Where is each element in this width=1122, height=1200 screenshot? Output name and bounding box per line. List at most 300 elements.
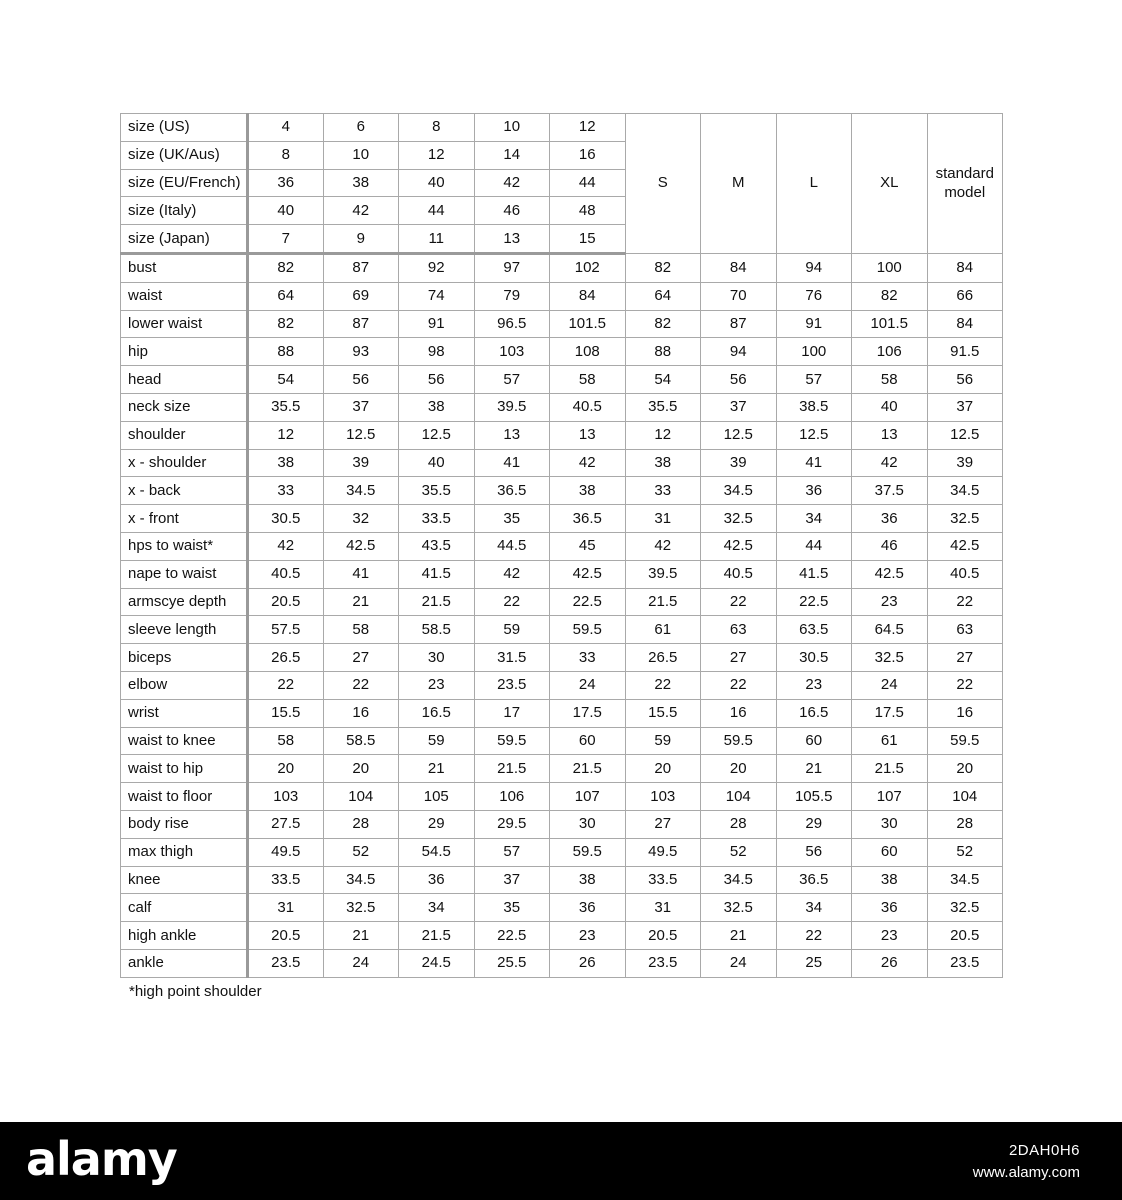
measurement-value-cell: 42 — [852, 449, 928, 477]
measurement-value-cell: 30 — [399, 644, 475, 672]
measurement-row — [121, 866, 1003, 894]
measurement-value-cell: 23 — [776, 671, 852, 699]
measurement-value-cell: 60 — [852, 838, 928, 866]
measurement-value-cell: 38 — [625, 449, 701, 477]
measurement-value-cell: 21 — [776, 755, 852, 783]
measurement-label: ankle — [121, 949, 248, 977]
measurement-value-cell: 17.5 — [550, 699, 626, 727]
measurement-label: hip — [121, 338, 248, 366]
measurement-value-cell: 23 — [852, 588, 928, 616]
measurement-value-cell: 100 — [852, 253, 928, 282]
measurement-value-cell: 27 — [323, 644, 399, 672]
measurement-value-cell: 38 — [550, 477, 626, 505]
measurement-value-cell: 27.5 — [248, 810, 324, 838]
measurement-value-cell: 91 — [776, 310, 852, 338]
measurement-value-cell: 17 — [474, 699, 550, 727]
measurement-row — [121, 810, 1003, 838]
measurement-value-cell: 23.5 — [248, 949, 324, 977]
measurement-value-cell: 22 — [927, 588, 1003, 616]
measurement-value-cell: 56 — [323, 366, 399, 394]
measurement-value-cell: 12.5 — [776, 421, 852, 449]
measurement-value-cell: 59 — [399, 727, 475, 755]
size-value-cell: 42 — [323, 197, 399, 225]
measurement-value-cell: 42.5 — [550, 560, 626, 588]
size-value-cell: 44 — [550, 169, 626, 197]
measurement-value-cell: 42 — [474, 560, 550, 588]
size-value-cell: 46 — [474, 197, 550, 225]
measurement-value-cell: 25 — [776, 949, 852, 977]
measurement-row — [121, 949, 1003, 977]
measurement-value-cell: 60 — [550, 727, 626, 755]
measurement-label: max thigh — [121, 838, 248, 866]
measurement-value-cell: 22 — [323, 671, 399, 699]
measurement-value-cell: 27 — [927, 644, 1003, 672]
measurement-value-cell: 22 — [625, 671, 701, 699]
measurement-value-cell: 35.5 — [248, 393, 324, 421]
measurement-value-cell: 96.5 — [474, 310, 550, 338]
measurement-value-cell: 28 — [927, 810, 1003, 838]
measurement-value-cell: 87 — [323, 253, 399, 282]
measurement-value-cell: 61 — [852, 727, 928, 755]
measurement-row — [121, 449, 1003, 477]
measurement-label: waist to hip — [121, 755, 248, 783]
measurement-value-cell: 16 — [701, 699, 777, 727]
measurement-value-cell: 28 — [323, 810, 399, 838]
measurement-value-cell: 101.5 — [550, 310, 626, 338]
size-value-cell: 4 — [248, 114, 324, 142]
size-system-label: size (Japan) — [121, 225, 248, 254]
measurement-value-cell: 58 — [248, 727, 324, 755]
measurement-value-cell: 24 — [550, 671, 626, 699]
measurement-value-cell: 36.5 — [474, 477, 550, 505]
size-system-label: size (UK/Aus) — [121, 141, 248, 169]
measurement-value-cell: 64 — [625, 282, 701, 310]
measurement-value-cell: 58.5 — [399, 616, 475, 644]
measurement-value-cell: 97 — [474, 253, 550, 282]
measurement-value-cell: 41 — [323, 560, 399, 588]
measurement-value-cell: 34.5 — [701, 477, 777, 505]
measurement-value-cell: 36.5 — [550, 505, 626, 533]
measurement-value-cell: 58 — [550, 366, 626, 394]
measurement-value-cell: 21.5 — [852, 755, 928, 783]
size-value-cell: 48 — [550, 197, 626, 225]
measurement-value-cell: 61 — [625, 616, 701, 644]
measurement-value-cell: 104 — [701, 783, 777, 811]
measurement-label: nape to waist — [121, 560, 248, 588]
measurement-value-cell: 25.5 — [474, 949, 550, 977]
size-value-cell: 10 — [474, 114, 550, 142]
brand-url: www.alamy.com — [972, 1164, 1080, 1181]
measurement-value-cell: 57.5 — [248, 616, 324, 644]
size-chart-body — [121, 114, 1003, 978]
measurement-value-cell: 37 — [474, 866, 550, 894]
measurement-label: sleeve length — [121, 616, 248, 644]
measurement-value-cell: 35.5 — [399, 477, 475, 505]
measurement-value-cell: 98 — [399, 338, 475, 366]
measurement-value-cell: 49.5 — [625, 838, 701, 866]
measurement-value-cell: 37.5 — [852, 477, 928, 505]
measurement-value-cell: 38 — [248, 449, 324, 477]
measurement-value-cell: 59.5 — [701, 727, 777, 755]
size-value-cell: 42 — [474, 169, 550, 197]
measurement-value-cell: 82 — [248, 310, 324, 338]
size-value-cell: 40 — [399, 169, 475, 197]
measurement-value-cell: 74 — [399, 282, 475, 310]
measurement-value-cell: 32.5 — [927, 894, 1003, 922]
size-value-cell: 36 — [248, 169, 324, 197]
measurement-value-cell: 39 — [701, 449, 777, 477]
measurement-value-cell: 82 — [248, 253, 324, 282]
measurement-value-cell: 20.5 — [927, 922, 1003, 950]
measurement-label: armscye depth — [121, 588, 248, 616]
measurement-value-cell: 101.5 — [852, 310, 928, 338]
measurement-value-cell: 31 — [625, 894, 701, 922]
measurement-value-cell: 106 — [474, 783, 550, 811]
measurement-value-cell: 13 — [550, 421, 626, 449]
measurement-value-cell: 32.5 — [701, 894, 777, 922]
size-value-cell: 10 — [323, 141, 399, 169]
measurement-row — [121, 894, 1003, 922]
measurement-value-cell: 45 — [550, 532, 626, 560]
measurement-value-cell: 103 — [474, 338, 550, 366]
measurement-value-cell: 22 — [248, 671, 324, 699]
measurement-value-cell: 22 — [701, 588, 777, 616]
measurement-value-cell: 15.5 — [248, 699, 324, 727]
measurement-value-cell: 42.5 — [701, 532, 777, 560]
measurement-value-cell: 21.5 — [550, 755, 626, 783]
measurement-value-cell: 17.5 — [852, 699, 928, 727]
measurement-label: wrist — [121, 699, 248, 727]
standard-model-header — [927, 114, 1003, 254]
measurement-label: body rise — [121, 810, 248, 838]
measurement-value-cell: 24.5 — [399, 949, 475, 977]
measurement-value-cell: 16 — [323, 699, 399, 727]
measurement-row — [121, 532, 1003, 560]
letter-size-header: L — [776, 114, 852, 254]
measurement-value-cell: 29.5 — [474, 810, 550, 838]
measurement-value-cell: 107 — [852, 783, 928, 811]
measurement-label: waist — [121, 282, 248, 310]
measurement-value-cell: 105.5 — [776, 783, 852, 811]
measurement-value-cell: 37 — [323, 393, 399, 421]
measurement-value-cell: 23 — [399, 671, 475, 699]
measurement-value-cell: 21 — [701, 922, 777, 950]
measurement-value-cell: 42 — [625, 532, 701, 560]
measurement-value-cell: 41.5 — [776, 560, 852, 588]
measurement-value-cell: 21 — [399, 755, 475, 783]
measurement-value-cell: 34.5 — [701, 866, 777, 894]
measurement-value-cell: 66 — [927, 282, 1003, 310]
measurement-value-cell: 84 — [927, 310, 1003, 338]
measurement-value-cell: 20.5 — [248, 922, 324, 950]
size-value-cell: 6 — [323, 114, 399, 142]
measurement-value-cell: 21 — [323, 922, 399, 950]
measurement-value-cell: 91 — [399, 310, 475, 338]
measurement-value-cell: 93 — [323, 338, 399, 366]
measurement-value-cell: 34.5 — [927, 477, 1003, 505]
measurement-value-cell: 54.5 — [399, 838, 475, 866]
measurement-value-cell: 16 — [927, 699, 1003, 727]
measurement-row — [121, 922, 1003, 950]
measurement-row — [121, 366, 1003, 394]
measurement-value-cell: 64.5 — [852, 616, 928, 644]
measurement-row — [121, 755, 1003, 783]
measurement-row — [121, 671, 1003, 699]
measurement-value-cell: 20 — [625, 755, 701, 783]
measurement-label: waist to knee — [121, 727, 248, 755]
measurement-value-cell: 20.5 — [625, 922, 701, 950]
measurement-value-cell: 57 — [474, 838, 550, 866]
measurement-row — [121, 838, 1003, 866]
measurement-value-cell: 15.5 — [625, 699, 701, 727]
measurement-row — [121, 560, 1003, 588]
measurement-value-cell: 34 — [776, 894, 852, 922]
measurement-value-cell: 33.5 — [399, 505, 475, 533]
measurement-value-cell: 63.5 — [776, 616, 852, 644]
measurement-value-cell: 56 — [701, 366, 777, 394]
measurement-value-cell: 24 — [701, 949, 777, 977]
measurement-row — [121, 477, 1003, 505]
measurement-label: knee — [121, 866, 248, 894]
measurement-value-cell: 60 — [776, 727, 852, 755]
measurement-value-cell: 94 — [776, 253, 852, 282]
measurement-value-cell: 44.5 — [474, 532, 550, 560]
size-value-cell: 12 — [399, 141, 475, 169]
measurement-label: x - back — [121, 477, 248, 505]
measurement-value-cell: 23.5 — [927, 949, 1003, 977]
measurement-value-cell: 41 — [776, 449, 852, 477]
measurement-value-cell: 102 — [550, 253, 626, 282]
measurement-row — [121, 393, 1003, 421]
measurement-value-cell: 20.5 — [248, 588, 324, 616]
measurement-value-cell: 33 — [550, 644, 626, 672]
measurement-value-cell: 33.5 — [625, 866, 701, 894]
measurement-value-cell: 43.5 — [399, 532, 475, 560]
measurement-label: high ankle — [121, 922, 248, 950]
measurement-value-cell: 12.5 — [399, 421, 475, 449]
measurement-value-cell: 26 — [852, 949, 928, 977]
measurement-value-cell: 63 — [701, 616, 777, 644]
measurement-value-cell: 23 — [550, 922, 626, 950]
measurement-value-cell: 42 — [550, 449, 626, 477]
measurement-value-cell: 20 — [701, 755, 777, 783]
measurement-value-cell: 41 — [474, 449, 550, 477]
measurement-value-cell: 87 — [701, 310, 777, 338]
measurement-value-cell: 37 — [701, 393, 777, 421]
measurement-value-cell: 26 — [550, 949, 626, 977]
measurement-value-cell: 49.5 — [248, 838, 324, 866]
measurement-row — [121, 253, 1003, 282]
measurement-value-cell: 58.5 — [323, 727, 399, 755]
measurement-label: head — [121, 366, 248, 394]
measurement-value-cell: 29 — [776, 810, 852, 838]
measurement-value-cell: 36 — [852, 505, 928, 533]
measurement-value-cell: 87 — [323, 310, 399, 338]
size-value-cell: 15 — [550, 225, 626, 254]
measurement-value-cell: 12 — [248, 421, 324, 449]
measurement-value-cell: 46 — [852, 532, 928, 560]
measurement-value-cell: 38 — [852, 866, 928, 894]
measurement-value-cell: 42.5 — [927, 532, 1003, 560]
measurement-value-cell: 82 — [625, 253, 701, 282]
measurement-value-cell: 21.5 — [399, 588, 475, 616]
measurement-value-cell: 31 — [625, 505, 701, 533]
measurement-label: elbow — [121, 671, 248, 699]
measurement-value-cell: 59.5 — [474, 727, 550, 755]
measurement-value-cell: 21.5 — [399, 922, 475, 950]
measurement-value-cell: 88 — [625, 338, 701, 366]
measurement-value-cell: 91.5 — [927, 338, 1003, 366]
measurement-value-cell: 82 — [852, 282, 928, 310]
measurement-value-cell: 23 — [852, 922, 928, 950]
measurement-value-cell: 12 — [625, 421, 701, 449]
measurement-value-cell: 108 — [550, 338, 626, 366]
measurement-value-cell: 59.5 — [927, 727, 1003, 755]
measurement-value-cell: 40 — [852, 393, 928, 421]
measurement-row — [121, 505, 1003, 533]
measurement-value-cell: 36.5 — [776, 866, 852, 894]
measurement-row — [121, 338, 1003, 366]
measurement-value-cell: 34.5 — [927, 866, 1003, 894]
measurement-value-cell: 40.5 — [701, 560, 777, 588]
measurement-value-cell: 44 — [776, 532, 852, 560]
measurement-value-cell: 22.5 — [776, 588, 852, 616]
measurement-value-cell: 30 — [550, 810, 626, 838]
measurement-value-cell: 39 — [323, 449, 399, 477]
measurement-value-cell: 36 — [550, 894, 626, 922]
measurement-value-cell: 54 — [248, 366, 324, 394]
measurement-value-cell: 104 — [927, 783, 1003, 811]
measurement-value-cell: 37 — [927, 393, 1003, 421]
measurement-value-cell: 12.5 — [323, 421, 399, 449]
measurement-value-cell: 52 — [927, 838, 1003, 866]
measurement-value-cell: 54 — [625, 366, 701, 394]
measurement-value-cell: 38 — [399, 393, 475, 421]
measurement-label: biceps — [121, 644, 248, 672]
size-system-label: size (Italy) — [121, 197, 248, 225]
size-value-cell: 44 — [399, 197, 475, 225]
measurement-value-cell: 33 — [248, 477, 324, 505]
measurement-value-cell: 26.5 — [625, 644, 701, 672]
measurement-value-cell: 32.5 — [927, 505, 1003, 533]
measurement-value-cell: 38 — [550, 866, 626, 894]
measurement-value-cell: 42.5 — [323, 532, 399, 560]
measurement-value-cell: 13 — [474, 421, 550, 449]
measurement-value-cell: 22 — [701, 671, 777, 699]
measurement-label: neck size — [121, 393, 248, 421]
letter-size-header: XL — [852, 114, 928, 254]
letter-size-header: M — [701, 114, 777, 254]
measurement-value-cell: 56 — [776, 838, 852, 866]
measurement-value-cell: 20 — [248, 755, 324, 783]
measurement-label: calf — [121, 894, 248, 922]
measurement-value-cell: 21.5 — [625, 588, 701, 616]
measurement-label: waist to floor — [121, 783, 248, 811]
measurement-value-cell: 36 — [776, 477, 852, 505]
size-value-cell: 7 — [248, 225, 324, 254]
measurement-value-cell: 58 — [323, 616, 399, 644]
measurement-value-cell: 106 — [852, 338, 928, 366]
measurement-value-cell: 35 — [474, 894, 550, 922]
measurement-value-cell: 27 — [625, 810, 701, 838]
measurement-value-cell: 38.5 — [776, 393, 852, 421]
measurement-value-cell: 52 — [323, 838, 399, 866]
measurement-value-cell: 35.5 — [625, 393, 701, 421]
measurement-value-cell: 39.5 — [474, 393, 550, 421]
footnote: *high point shoulder — [129, 983, 262, 1000]
measurement-value-cell: 16.5 — [776, 699, 852, 727]
measurement-value-cell: 63 — [927, 616, 1003, 644]
footer-bar — [0, 1122, 1122, 1200]
measurement-value-cell: 21 — [323, 588, 399, 616]
measurement-value-cell: 21.5 — [474, 755, 550, 783]
measurement-row — [121, 421, 1003, 449]
letter-size-header: S — [625, 114, 701, 254]
brand-logo: alamy — [26, 1132, 177, 1186]
size-chart-table — [120, 113, 1003, 978]
standard-model-word: standard — [935, 165, 994, 183]
measurement-value-cell: 40 — [399, 449, 475, 477]
measurement-value-cell: 31.5 — [474, 644, 550, 672]
measurement-label: x - shoulder — [121, 449, 248, 477]
measurement-value-cell: 41.5 — [399, 560, 475, 588]
measurement-value-cell: 40.5 — [927, 560, 1003, 588]
measurement-value-cell: 12.5 — [701, 421, 777, 449]
measurement-value-cell: 22.5 — [474, 922, 550, 950]
measurement-value-cell: 40.5 — [248, 560, 324, 588]
measurement-value-cell: 32.5 — [323, 894, 399, 922]
image-id: 2DAH0H6 — [1008, 1142, 1080, 1159]
measurement-label: lower waist — [121, 310, 248, 338]
measurement-value-cell: 34.5 — [323, 477, 399, 505]
measurement-value-cell: 57 — [776, 366, 852, 394]
measurement-value-cell: 23.5 — [474, 671, 550, 699]
measurement-row — [121, 644, 1003, 672]
size-value-cell: 9 — [323, 225, 399, 254]
measurement-value-cell: 42 — [248, 532, 324, 560]
measurement-label: shoulder — [121, 421, 248, 449]
measurement-value-cell: 34 — [776, 505, 852, 533]
measurement-row — [121, 616, 1003, 644]
measurement-value-cell: 16.5 — [399, 699, 475, 727]
measurement-value-cell: 64 — [248, 282, 324, 310]
measurement-label: x - front — [121, 505, 248, 533]
measurement-value-cell: 31 — [248, 894, 324, 922]
measurement-value-cell: 76 — [776, 282, 852, 310]
measurement-row — [121, 588, 1003, 616]
size-system-label: size (US) — [121, 114, 248, 142]
measurement-value-cell: 32 — [323, 505, 399, 533]
measurement-value-cell: 52 — [701, 838, 777, 866]
measurement-label: hps to waist* — [121, 532, 248, 560]
measurement-value-cell: 34 — [399, 894, 475, 922]
measurement-value-cell: 30.5 — [248, 505, 324, 533]
measurement-value-cell: 59 — [625, 727, 701, 755]
measurement-value-cell: 103 — [248, 783, 324, 811]
measurement-value-cell: 58 — [852, 366, 928, 394]
measurement-value-cell: 84 — [927, 253, 1003, 282]
size-value-cell: 38 — [323, 169, 399, 197]
measurement-value-cell: 33.5 — [248, 866, 324, 894]
measurement-value-cell: 105 — [399, 783, 475, 811]
measurement-value-cell: 100 — [776, 338, 852, 366]
measurement-label: bust — [121, 253, 248, 282]
measurement-value-cell: 12.5 — [927, 421, 1003, 449]
measurement-value-cell: 69 — [323, 282, 399, 310]
measurement-value-cell: 42.5 — [852, 560, 928, 588]
measurement-value-cell: 40.5 — [550, 393, 626, 421]
measurement-value-cell: 24 — [323, 949, 399, 977]
